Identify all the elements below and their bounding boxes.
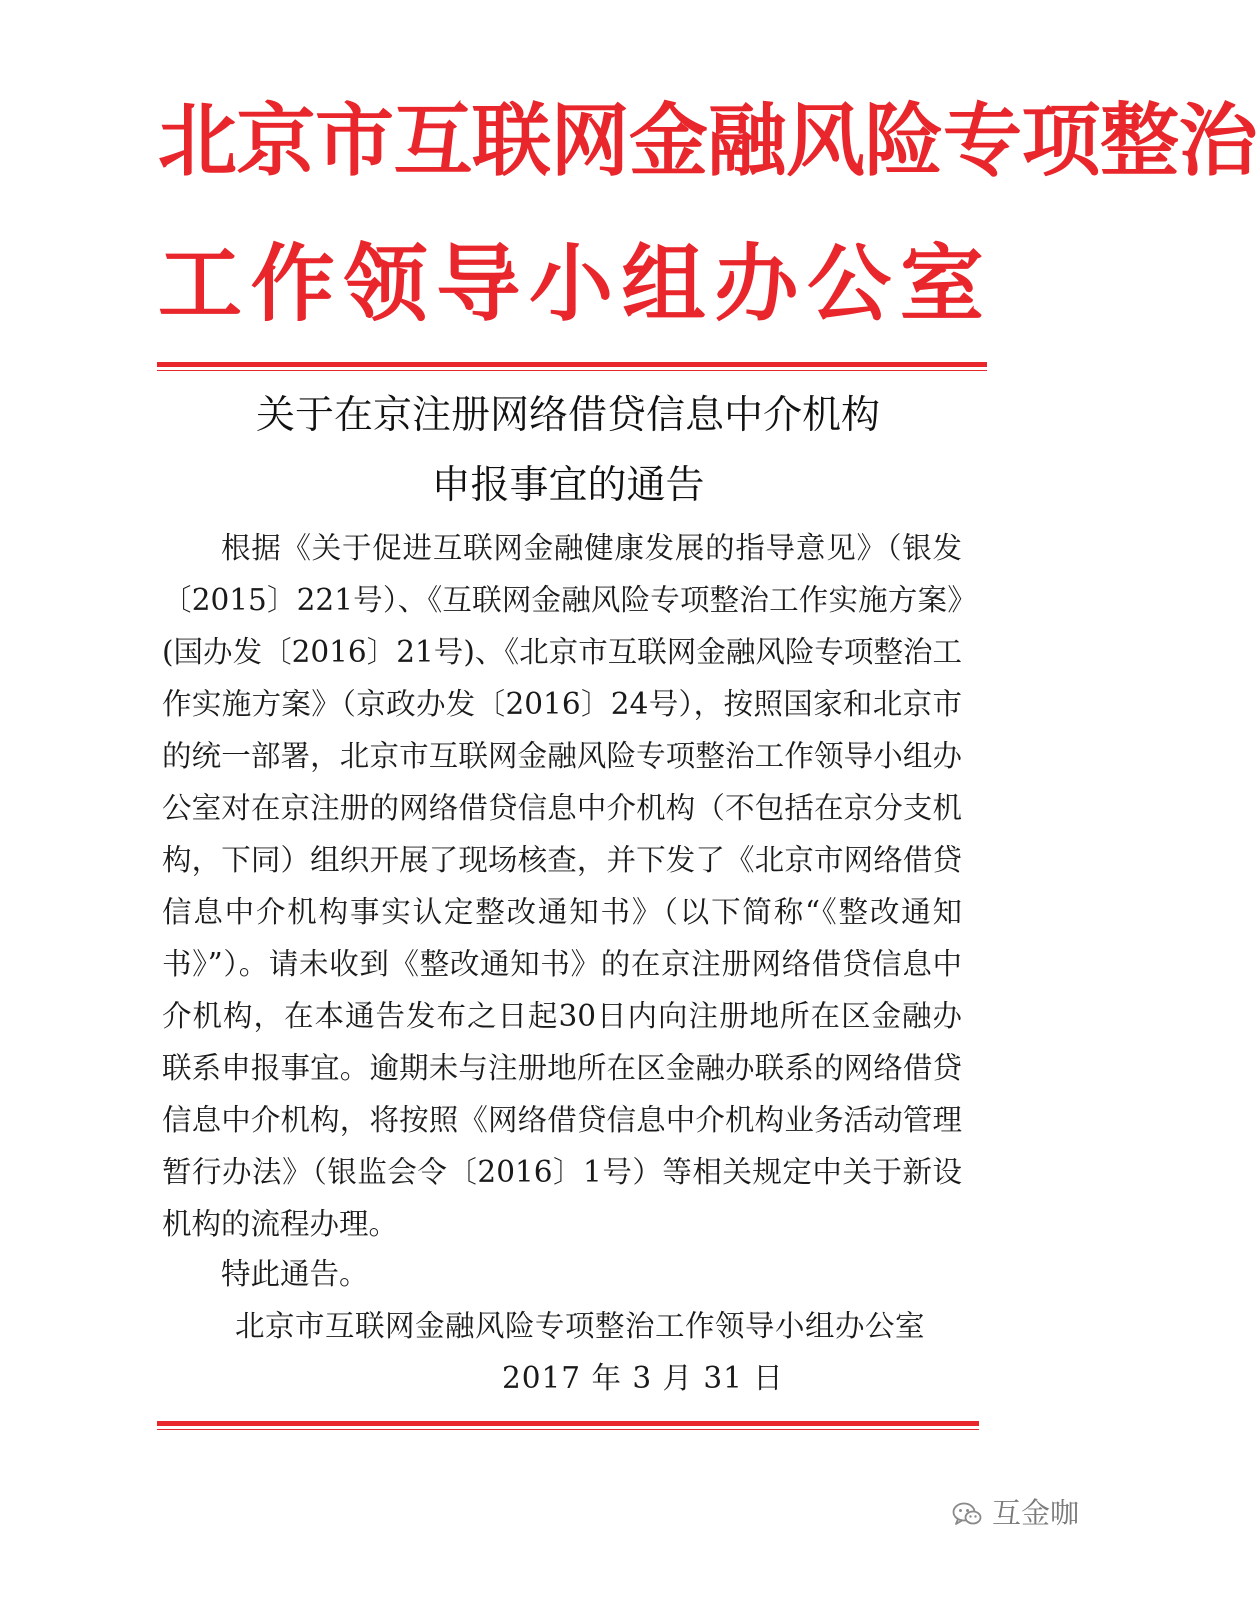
issuer-header-line1: 北京市互联网金融风险专项整治 [158,95,1257,187]
notice-title-line1: 关于在京注册网络借贷信息中介机构 [255,393,880,438]
issuer-header-line2 [158,235,984,333]
header-divider-thin [157,370,987,371]
notice-title-line2: 申报事宜的通告 [431,463,705,508]
notice-body: 根据《关于促进互联网金融健康发展的指导意见》（银发〔2015〕221号）、《互联网金融风险专项整治工作实施方案》(国办发〔2016〕21号)、《北京市互联网金融风险专项整治工作实施方案》（京政办发〔2016〕24号），按照国家和北京市的统一部署，北京市互联网金融风险专项整治工作领导小组办公室对在京注册的网络借贷信息中介机构（不包括在京分支机构，下同）组织开展了现场核查，并下发了《北京市网络借贷信息中介机构事实认定整改通知书》（以下简称“《整改通知书》”）。请未收到《整改通知书》的在京注册网络借贷信息中介机构，在本通告发布之日起30日内向注册地所在区金融办联系申报事宜。逾期未与注册地所在区金融办联系的网络借贷信息中介机构，将按照《网络借贷信息中介机构业务活动管理暂行办法》（银监会令〔2016〕1号）等相关规定中关于新设机构的流程办理。 [162,531,962,1241]
header-char: 公 [807,235,892,333]
issuer-signature: 北京市互联网金融风险专项整治工作领导小组办公室 [235,1309,926,1343]
issue-date: 2017 年 3 月 31 日 [502,1361,784,1395]
wechat-icon [952,1501,982,1527]
footer-divider-thin [157,1429,979,1430]
header-char: 领 [343,235,428,333]
header-char: 室 [899,235,984,333]
header-char: 组 [621,235,706,333]
header-char: 工 [158,235,243,333]
header-char: 办 [714,235,799,333]
notice-closing: 特此通告。 [221,1257,369,1291]
watermark-text: 互金咖 [992,1496,1080,1530]
watermark [952,1496,1080,1530]
header-char: 小 [528,235,613,333]
header-char: 作 [250,235,335,333]
footer-divider [157,1421,979,1426]
header-divider [157,362,987,367]
header-char: 导 [436,235,521,333]
